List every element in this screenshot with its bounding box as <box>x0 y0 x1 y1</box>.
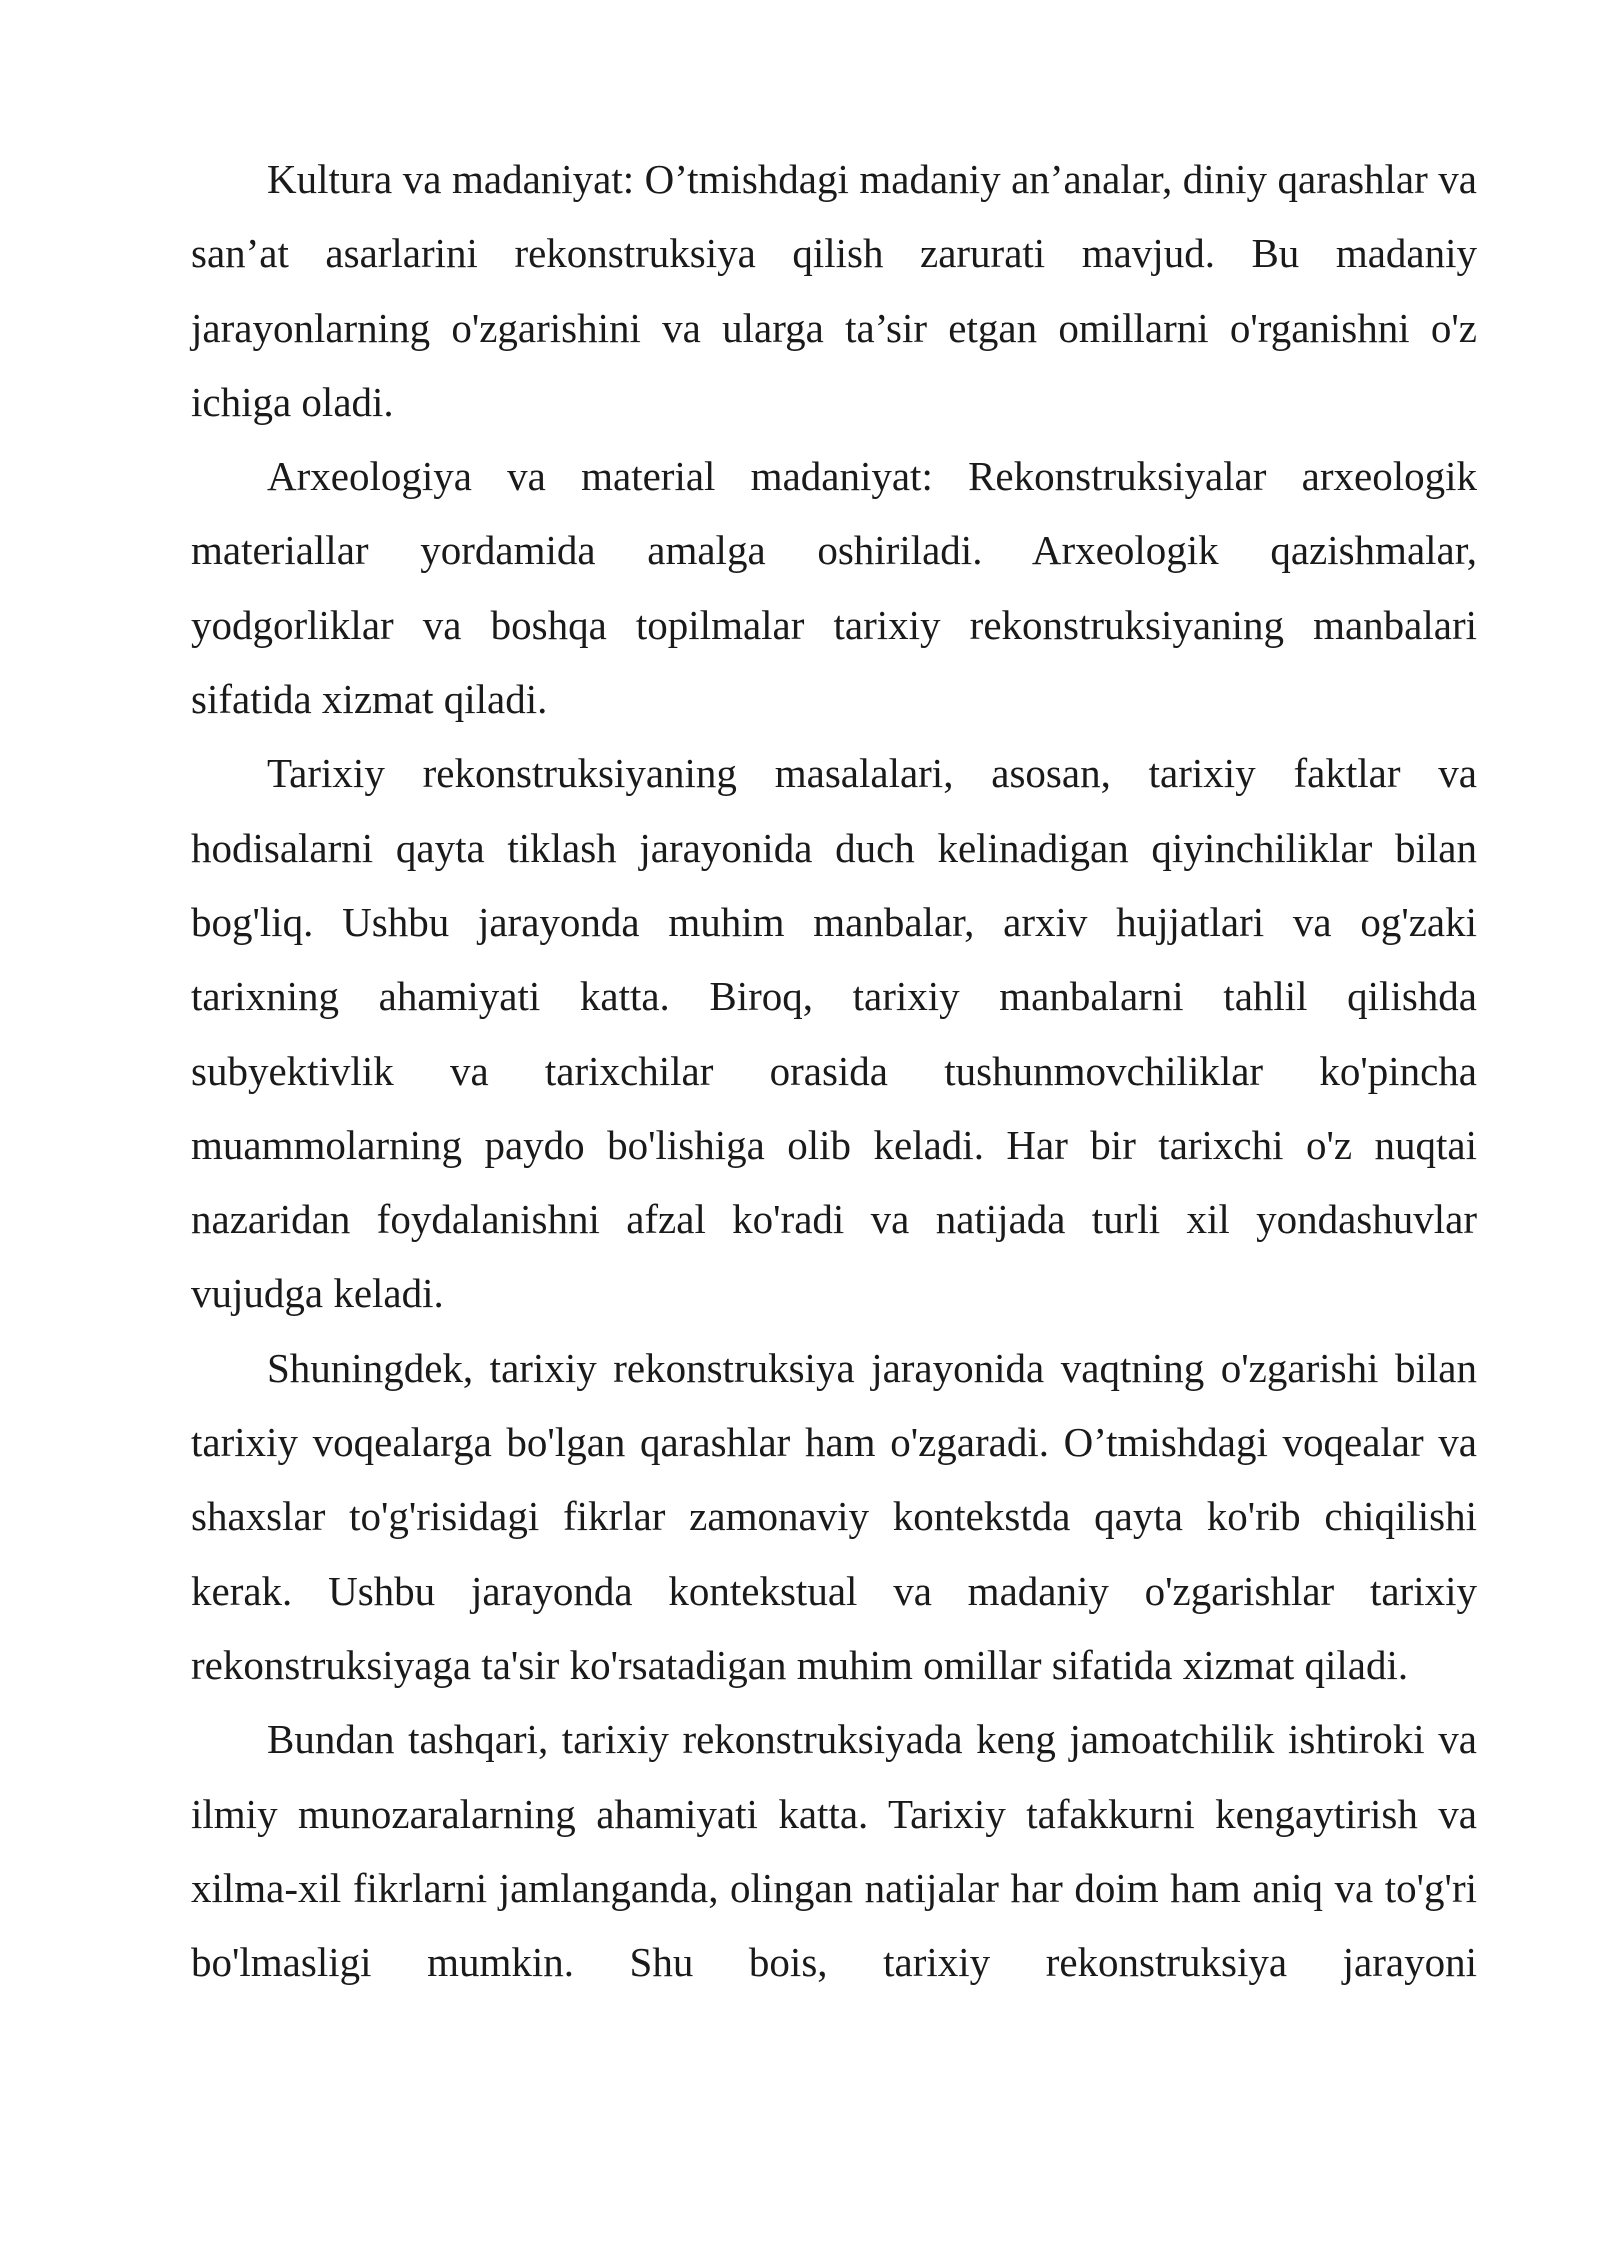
paragraph-public-participation: Bundan tashqari, tarixiy rekonstruksiyada keng jamoatchilik ishtiroki va ilmiy munozaralarning ahamiyati katta. Tarixiy tafakkurni kengaytirish va xilma-xil fikrlarni jamlanganda, olingan natijalar har doim ham aniq va to'g'ri bo'lmasligi mumkin. Shu bois, tarixiy rekonstruksiya jarayoni <box>191 1716 1477 1986</box>
body-text <box>191 142 1477 1999</box>
paragraph-culture: Kultura va madaniyat: O’tmishdagi madaniy an’analar, diniy qarashlar va san’at asarlarini rekonstruksiya qilish zarurati mavjud. Bu madaniy jarayonlarning o'zgarishini va ularga ta’sir etgan omillarni o'rganishni o'z ichiga oladi. <box>191 156 1477 425</box>
paragraph-changing-views: Shuningdek, tarixiy rekonstruksiya jarayonida vaqtning o'zgarishi bilan tarixiy voqealarga bo'lgan qarashlar ham o'zgaradi. O’tmishdagi voqealar va shaxslar to'g'risidagi fikrlar zamonaviy kontekstda qayta ko'rib chiqilishi kerak. Ushbu jarayonda kontekstual va madaniy o'zgarishlar tarixiy rekonstruksiyaga ta'sir ko'rsatadigan muhim omillar sifatida xizmat qiladi. <box>191 1344 1477 1688</box>
paragraph-reconstruction-issues: Tarixiy rekonstruksiyaning masalalari, asosan, tarixiy faktlar va hodisalarni qayta tiklash jarayonida duch kelinadigan qiyinchiliklar bilan bog'liq. Ushbu jarayonda muhim manbalar, arxiv hujjatlari va og'zaki tarixning ahamiyati katta. Biroq, tarixiy manbalarni tahlil qilishda subyektivlik va tarixchilar orasida tushunmovchiliklar ko'pincha muammolarning paydo bo'lishiga olib keladi. Har bir tarixchi o'z nuqtai nazaridan foydalanishni afzal ko'radi va natijada turli xil yondashuvlar vujudga keladi. <box>191 750 1477 1317</box>
paragraph-archaeology: Arxeologiya va material madaniyat: Rekonstruksiyalar arxeologik materiallar yordamida amalga oshiriladi. Arxeologik qazishmalar, yodgorliklar va boshqa topilmalar tarixiy rekonstruksiyaning manbalari sifatida xizmat qiladi. <box>191 453 1477 723</box>
